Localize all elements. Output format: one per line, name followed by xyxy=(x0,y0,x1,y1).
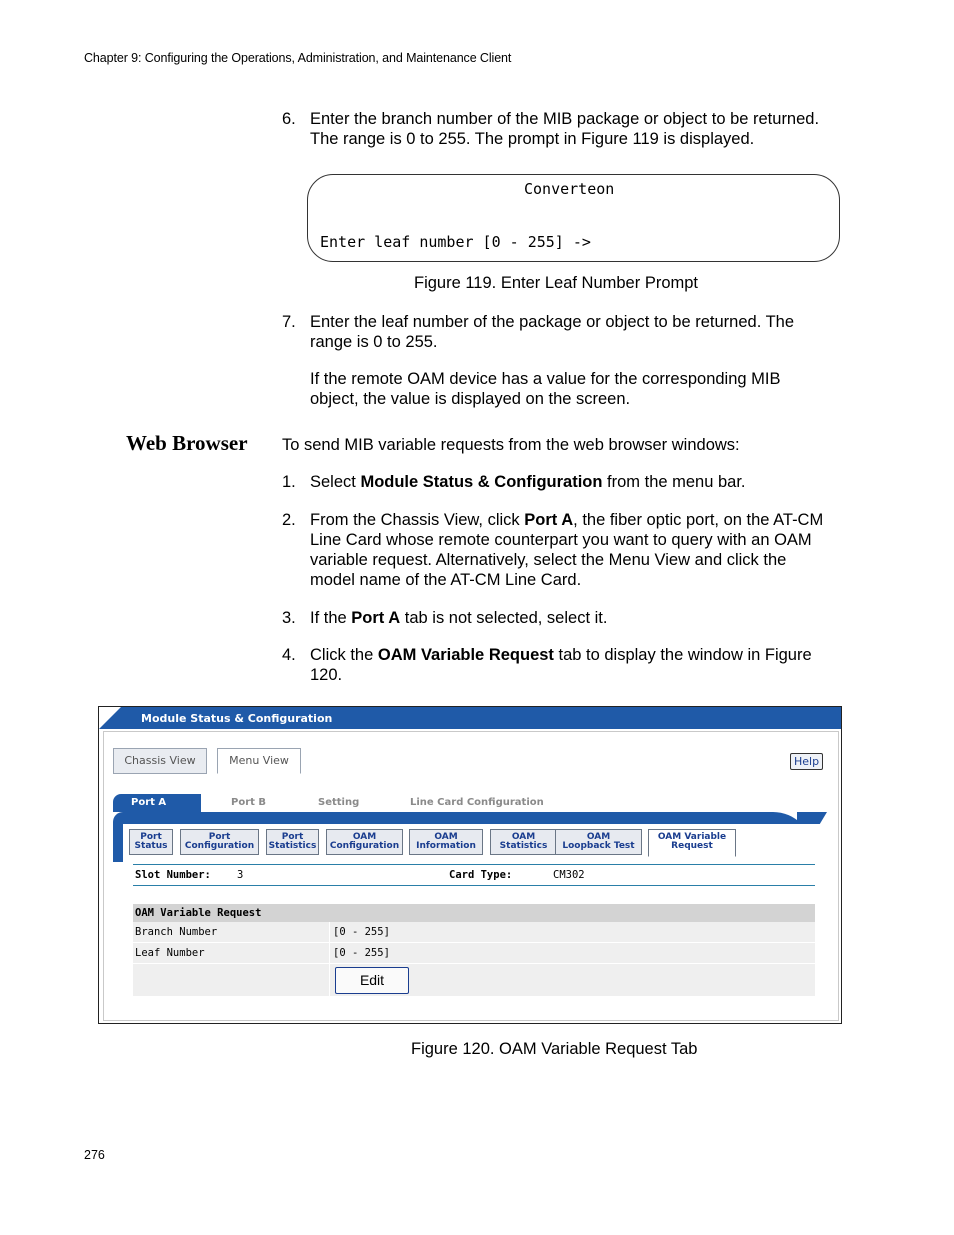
web-step-3-post: tab is not selected, select it. xyxy=(400,609,608,627)
step-7-note xyxy=(310,369,780,409)
subtab-port-status[interactable]: Port Status xyxy=(129,829,173,855)
web-step-1-post: from the menu bar. xyxy=(602,473,746,491)
figure-120-caption: Figure 120. OAM Variable Request Tab xyxy=(411,1040,698,1058)
table-title: OAM Variable Request xyxy=(133,904,815,922)
web-step-2-line-3: variable request. Alternatively, select the Menu View and click the xyxy=(310,551,787,569)
step-7-note-line-1: If the remote OAM device has a value for the corresponding MIB xyxy=(310,370,781,388)
web-step-1-bold: Module Status & Configuration xyxy=(360,473,603,491)
tab-port-b[interactable]: Port B xyxy=(231,797,267,808)
web-step-3-pre: If the xyxy=(310,609,352,627)
tab-setting[interactable]: Setting xyxy=(318,797,360,808)
web-step-4-line-2: 120. xyxy=(310,666,343,684)
tab-line-card-configuration[interactable]: Line Card Configuration xyxy=(410,797,544,808)
web-step-2-pre: From the Chassis View, click xyxy=(310,511,525,529)
section-intro: To send MIB variable requests from the web browser windows: xyxy=(282,436,740,454)
oam-variable-request-table xyxy=(133,904,815,996)
slot-number-label: Slot Number: xyxy=(135,869,211,881)
step-7-line-1: Enter the leaf number of the package or object to be returned. The xyxy=(310,313,795,331)
oam-variable-request-screenshot xyxy=(98,706,842,1024)
leaf-number-row xyxy=(133,943,815,964)
tab-port-a[interactable]: Port A xyxy=(113,794,201,812)
web-step-4-pre: Click the xyxy=(310,646,378,664)
web-step-2-bold: Port A xyxy=(524,511,574,529)
web-step-4-text xyxy=(310,645,812,685)
subtab-oam-configuration[interactable]: OAM Configuration xyxy=(326,829,403,855)
step-6-text xyxy=(310,109,819,149)
branch-number-label: Branch Number xyxy=(135,926,218,938)
edit-row xyxy=(133,964,815,996)
leaf-number-value: [0 - 255] xyxy=(333,947,390,959)
subtab-oam-statistics[interactable]: OAM Statistics xyxy=(490,829,557,855)
web-step-1-text xyxy=(310,472,746,492)
subtab-oam-loopback-test[interactable]: OAM Loopback Test xyxy=(555,829,642,855)
branch-number-value: [0 - 255] xyxy=(333,926,390,938)
web-step-3-number: 3. xyxy=(282,609,296,627)
web-step-4-post: tab to display the window in Figure xyxy=(553,646,812,664)
web-step-1-number: 1. xyxy=(282,473,296,491)
step-7-note-line-2: object, the value is displayed on the screen. xyxy=(310,390,631,408)
port-content xyxy=(123,824,829,1012)
step-6-line-1: Enter the branch number of the MIB package or object to be returned. xyxy=(310,110,820,128)
figure-119-caption: Figure 119. Enter Leaf Number Prompt xyxy=(414,274,698,292)
section-title-web-browser: Web Browser xyxy=(126,431,248,455)
step-6-number: 6. xyxy=(282,110,296,128)
web-step-3-bold: Port A xyxy=(351,609,401,627)
slot-card-info xyxy=(133,864,815,886)
step-7-text xyxy=(310,312,794,352)
terminal-title: Converteon xyxy=(524,180,615,198)
chapter-header: Chapter 9: Configuring the Operations, Administration, and Maintenance Client xyxy=(84,51,512,65)
web-step-2-line-4: model name of the AT-CM Line Card. xyxy=(310,571,582,589)
web-step-3-text xyxy=(310,608,607,628)
terminal-prompt-box xyxy=(307,174,840,262)
page-number: 276 xyxy=(84,1148,105,1162)
branch-number-row xyxy=(133,922,815,943)
module-title-bar xyxy=(99,707,841,729)
help-button[interactable]: Help xyxy=(790,753,823,770)
subtab-oam-variable-request[interactable]: OAM Variable Request xyxy=(648,829,736,857)
card-type-value: CM302 xyxy=(553,869,585,881)
edit-button[interactable]: Edit xyxy=(335,967,409,994)
tab-menu-view[interactable]: Menu View xyxy=(217,748,301,774)
module-title: Module Status & Configuration xyxy=(141,712,333,725)
subtab-oam-information[interactable]: OAM Information xyxy=(409,829,483,855)
web-step-4-line-1 xyxy=(310,645,812,665)
web-step-2-line-2: Line Card whose remote counterpart you want to query with an OAM xyxy=(310,531,812,549)
web-step-2-number: 2. xyxy=(282,511,296,529)
card-type-label: Card Type: xyxy=(449,869,513,881)
tab-chassis-view[interactable]: Chassis View xyxy=(113,748,207,774)
step-6-line-2: The range is 0 to 255. The prompt in Figure 119 is displayed. xyxy=(310,130,755,148)
step-7-number: 7. xyxy=(282,313,296,331)
web-step-2-post: , the fiber optic port, on the AT-CM xyxy=(573,511,824,529)
slot-number-value: 3 xyxy=(237,869,244,881)
subtab-port-statistics[interactable]: Port Statistics xyxy=(266,829,319,855)
web-step-2-line-1 xyxy=(310,510,823,530)
web-step-2-text xyxy=(310,510,823,590)
leaf-number-label: Leaf Number xyxy=(135,947,205,959)
web-step-4-number: 4. xyxy=(282,646,296,664)
web-step-1-pre: Select xyxy=(310,473,361,491)
web-step-4-bold: OAM Variable Request xyxy=(377,646,554,664)
terminal-prompt: Enter leaf number [0 - 255] -> xyxy=(320,233,591,251)
step-7-line-2: range is 0 to 255. xyxy=(310,333,438,351)
subtab-port-configuration[interactable]: Port Configuration xyxy=(180,829,259,855)
